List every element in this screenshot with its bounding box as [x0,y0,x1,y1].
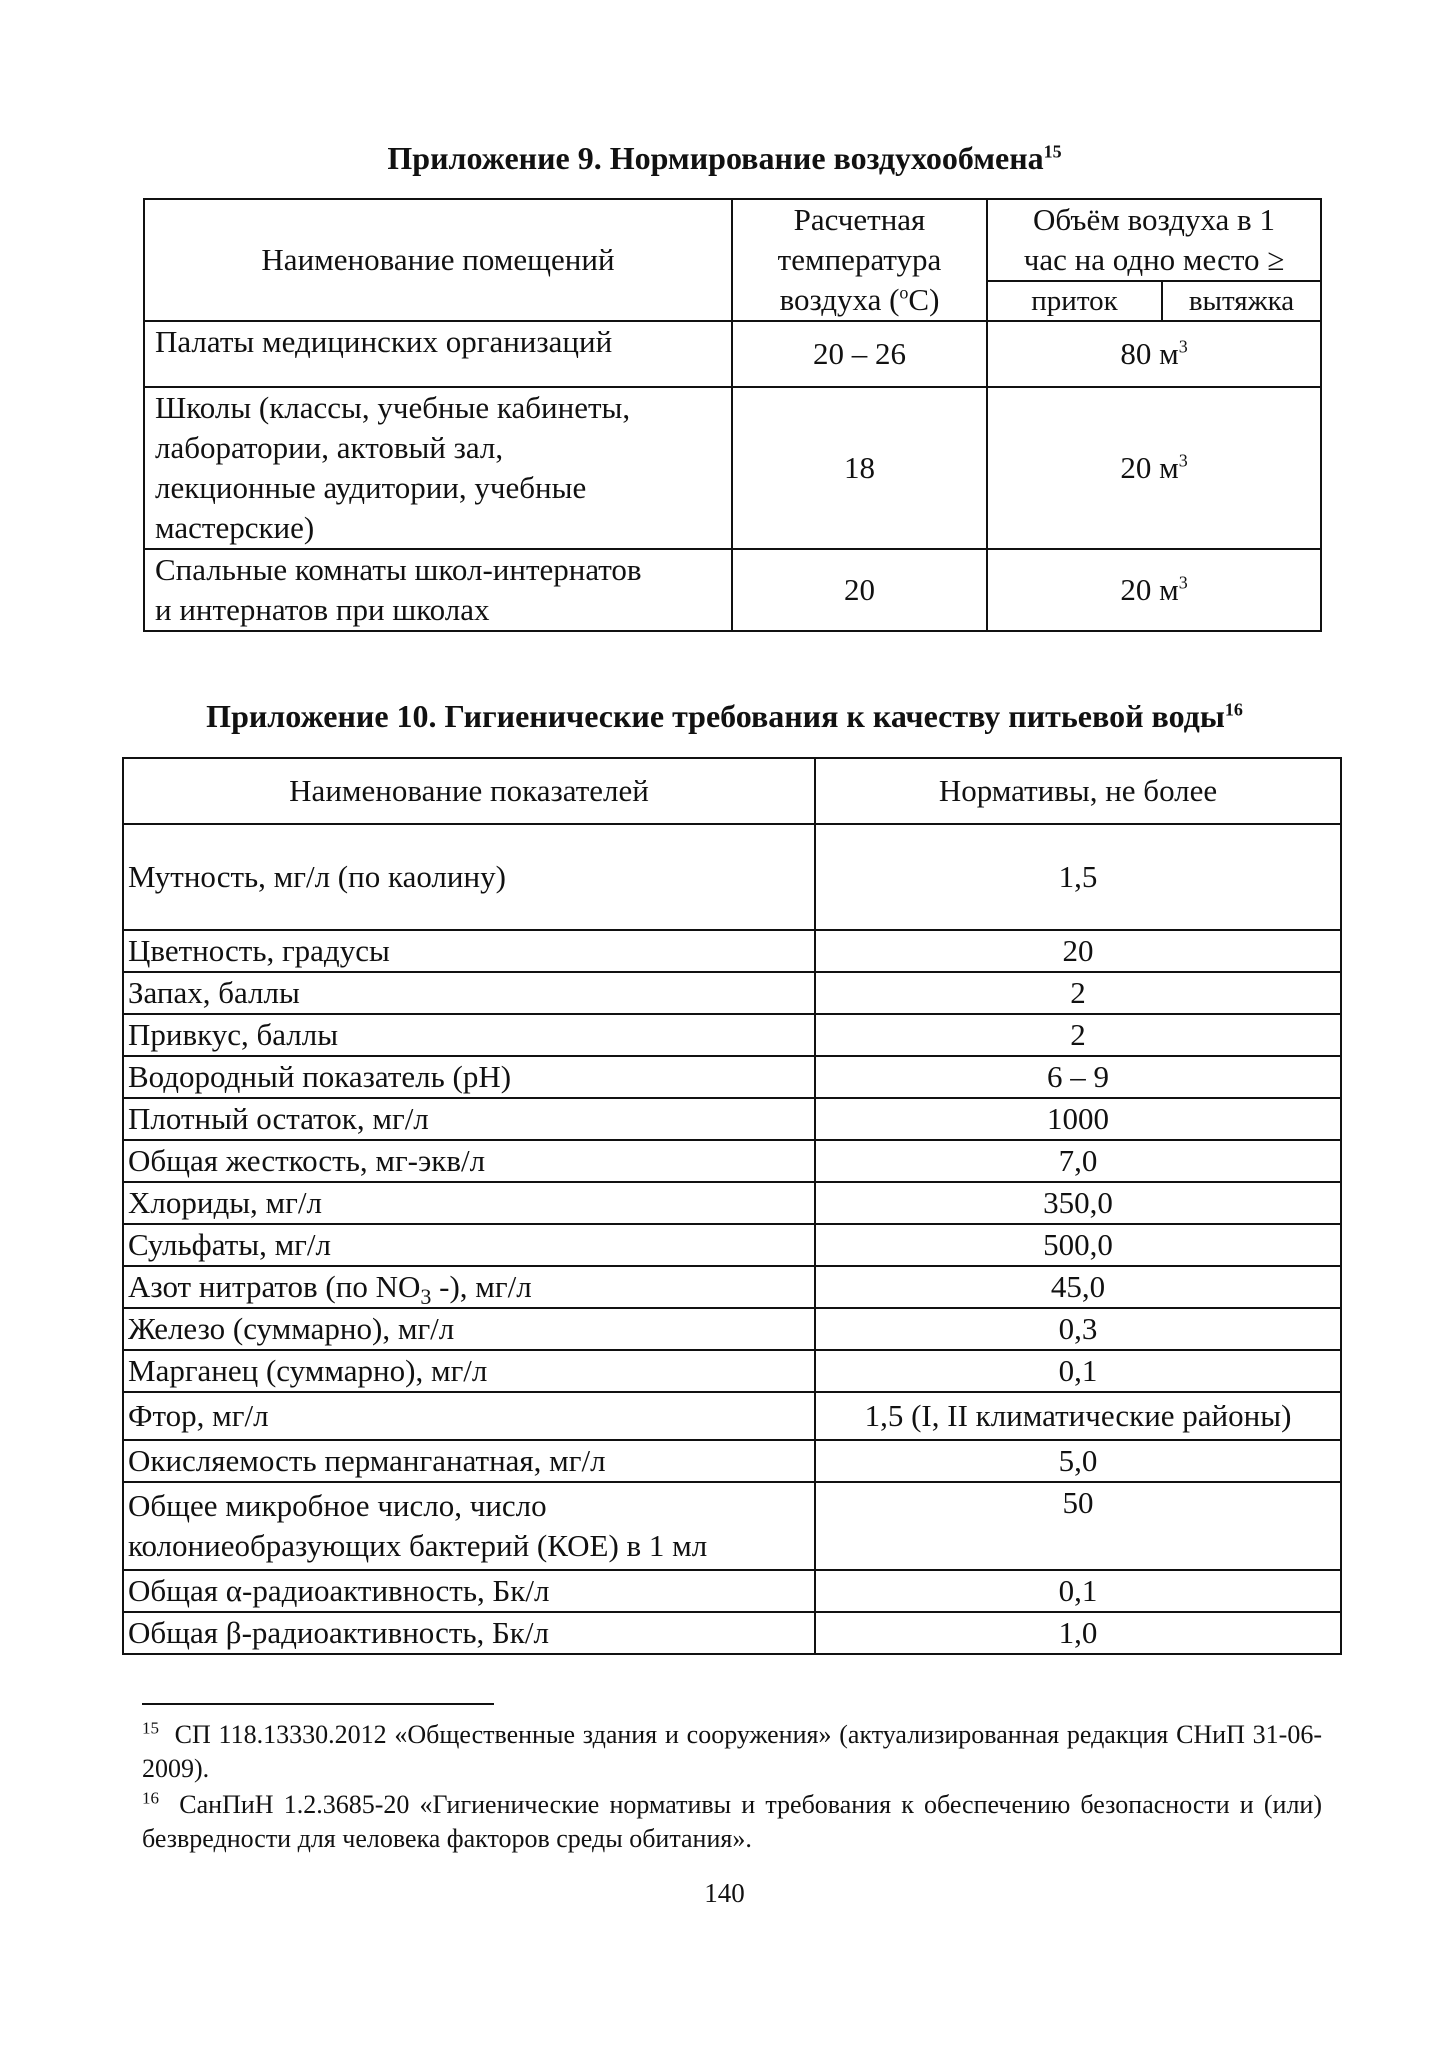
footnote-separator [142,1703,494,1705]
norm-cell: 500,0 [815,1224,1341,1266]
water-quality-table [122,757,1342,1655]
table-row [123,824,1341,930]
table-row [144,549,1321,631]
table-row [123,1308,1341,1350]
norm-cell: 0,1 [815,1570,1341,1612]
footnote-16: $^{16}$ СанПиН 1.2.3685-20 «Гигиенические нормативы и требования к обеспечению безопасности и (или) безвредности для человека факторов среды обитания». [142,1788,1322,1853]
indicator-cell: Водородный показатель (рН) [123,1056,815,1098]
indicator-cell: Окисляемость перманганатная, мг/л [123,1440,815,1482]
norm-cell: 0,1 [815,1350,1341,1392]
indicator-cell: Марганец (суммарно), мг/л [123,1350,815,1392]
table-row [123,1224,1341,1266]
header-inflow: приток [987,281,1162,321]
indicator-cell: Запах, баллы [123,972,815,1014]
temperature-cell: 20 [732,549,987,631]
volume-cell: 20 $м^3$ [987,549,1321,631]
room-name-cell: Школы (классы, учебные кабинеты, лаборатории, актовый зал, лекционные аудитории, учебные мастерские) [144,387,732,549]
table-row [123,1570,1341,1612]
appendix9-title: Приложение 9. Нормирование воздухообмена$^{15}$ [387,140,1062,176]
header-air-volume: Объём воздуха в 1 час на одно место ≥ [987,199,1321,281]
table-header-row [144,199,1321,281]
header-indicator: Наименование показателей [123,758,815,824]
indicator-cell: Общее микробное число, число колониеобразующих бактерий (КОЕ) в 1 мл [123,1482,815,1570]
norm-cell: 45,0 [815,1266,1341,1308]
table-row [123,1098,1341,1140]
indicator-cell: Хлориды, мг/л [123,1182,815,1224]
table-row [123,1392,1341,1440]
indicator-cell: Общая β-радиоактивность, Бк/л [123,1612,815,1654]
volume-cell: 20 $м^3$ [987,387,1321,549]
norm-cell: 1,5 (I, II климатические районы) [815,1392,1341,1440]
indicator-cell: Фтор, мг/л [123,1392,815,1440]
table-row [123,1440,1341,1482]
indicator-cell: Цветность, градусы [123,930,815,972]
header-norm: Нормативы, не более [815,758,1341,824]
table-row [123,1014,1341,1056]
norm-cell: 1000 [815,1098,1341,1140]
norm-cell: 7,0 [815,1140,1341,1182]
air-exchange-table [143,198,1322,632]
table-row [123,1140,1341,1182]
indicator-cell: Железо (суммарно), мг/л [123,1308,815,1350]
room-name-cell: Палаты медицинских организаций [144,321,732,387]
table-header-row [123,758,1341,824]
norm-cell: 5,0 [815,1440,1341,1482]
norm-cell: 350,0 [815,1182,1341,1224]
table-row [123,972,1341,1014]
header-exhaust: вытяжка [1162,281,1321,321]
table-row [144,387,1321,549]
table-row [123,1350,1341,1392]
indicator-cell: Мутность, мг/л (по каолину) [123,824,815,930]
norm-cell: 2 [815,972,1341,1014]
room-name-cell: Спальные комнаты школ-интернатов и интернатов при школах [144,549,732,631]
footnote-15: $^{15}$ СП 118.13330.2012 «Общественные здания и сооружения» (актуализированная редакция СНиП 31-06-2009). [142,1718,1322,1783]
footnote-ref-16: 16 [1224,699,1243,720]
table-row [123,1182,1341,1224]
norm-cell: 6 – 9 [815,1056,1341,1098]
table-row [123,1056,1341,1098]
indicator-cell: Привкус, баллы [123,1014,815,1056]
appendix10-title: Приложение 10. Гигиенические требования к качеству питьевой воды$^{16}$ [206,698,1243,734]
indicator-cell: Сульфаты, мг/л [123,1224,815,1266]
table-row [123,1266,1341,1308]
header-temperature: Расчетная температура воздуха ($^о$С) [732,199,987,321]
norm-cell: 2 [815,1014,1341,1056]
norm-cell: 50 [815,1482,1341,1570]
table-row [123,1612,1341,1654]
header-room-name: Наименование помещений [144,199,732,321]
indicator-cell: Плотный остаток, мг/л [123,1098,815,1140]
indicator-cell: Общая α-радиоактивность, Бк/л [123,1570,815,1612]
temperature-cell: 20 – 26 [732,321,987,387]
page-number: 140 [704,1878,745,1908]
footnote-ref-15: 15 [1043,141,1062,162]
norm-cell: 20 [815,930,1341,972]
norm-cell: 1,0 [815,1612,1341,1654]
temperature-cell: 18 [732,387,987,549]
volume-cell: 80 $м^3$ [987,321,1321,387]
norm-cell: 0,3 [815,1308,1341,1350]
table-row [144,321,1321,387]
indicator-cell: Общая жесткость, мг-экв/л [123,1140,815,1182]
norm-cell: 1,5 [815,824,1341,930]
table-row [123,930,1341,972]
indicator-cell: Азот нитратов (по $NO_3$ -), мг/л [123,1266,815,1308]
table-row [123,1482,1341,1570]
